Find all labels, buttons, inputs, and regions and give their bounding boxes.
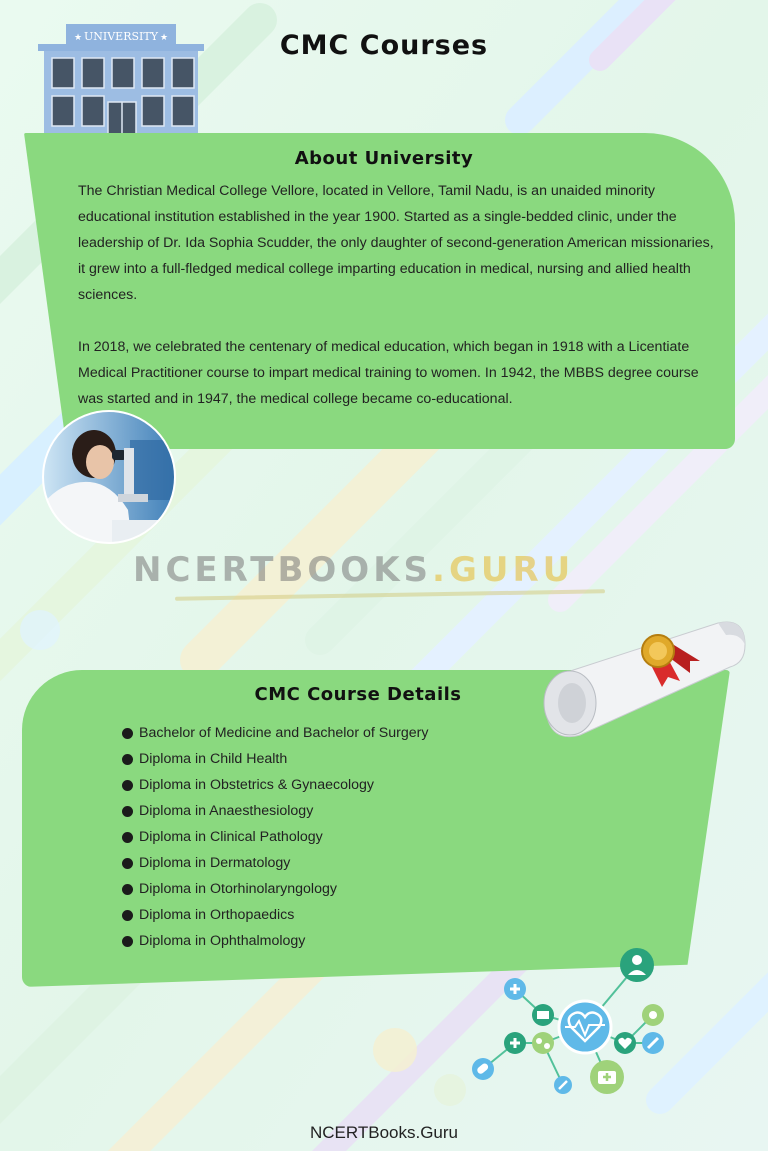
course-name: Diploma in Ophthalmology bbox=[139, 933, 306, 949]
course-name: Diploma in Orthopaedics bbox=[139, 907, 295, 923]
course-name: Diploma in Obstetrics & Gynaecology bbox=[139, 777, 374, 793]
list-item bbox=[122, 772, 542, 798]
about-heading: About University bbox=[294, 148, 474, 169]
bullet-icon bbox=[122, 884, 133, 895]
medical-network-icon bbox=[465, 945, 685, 1105]
bullet-icon bbox=[122, 806, 133, 817]
watermark-main: NCERTBOOKS bbox=[133, 550, 433, 590]
course-heading: CMC Course Details bbox=[254, 684, 462, 705]
bullet-icon bbox=[122, 936, 133, 947]
list-item bbox=[122, 798, 542, 824]
course-name: Diploma in Anaesthesiology bbox=[139, 803, 314, 819]
diploma-scroll-icon bbox=[540, 615, 750, 745]
bullet-icon bbox=[122, 858, 133, 869]
list-item bbox=[122, 876, 542, 902]
about-text bbox=[78, 178, 714, 412]
bullet-icon bbox=[122, 780, 133, 791]
course-name: Diploma in Child Health bbox=[139, 751, 288, 767]
page-title: CMC Courses bbox=[279, 30, 489, 61]
list-item bbox=[122, 720, 542, 746]
bullet-icon bbox=[122, 728, 133, 739]
svg-text:★: ★ bbox=[159, 32, 169, 42]
footer-site-name: NCERTBooks.Guru bbox=[309, 1123, 458, 1142]
about-paragraph-2: In 2018, we celebrated the centenary of medical education, which began in 1918 with a Licentiate Medical Practitioner course to impart medical training to women. In 1942, the MBBS degree course was started and in 1947, the medical college became co-educational. bbox=[78, 339, 699, 407]
list-item bbox=[122, 824, 542, 850]
list-item bbox=[122, 850, 542, 876]
scientist-microscope-photo bbox=[42, 410, 176, 544]
bullet-icon bbox=[122, 910, 133, 921]
course-name: Diploma in Dermatology bbox=[139, 855, 291, 871]
watermark-accent: .GURU bbox=[432, 550, 575, 590]
list-item bbox=[122, 746, 542, 772]
bullet-icon bbox=[122, 754, 133, 765]
building-sign: UNIVERSITY bbox=[84, 30, 158, 43]
svg-text:★: ★ bbox=[73, 32, 83, 42]
about-paragraph-1: The Christian Medical College Vellore, located in Vellore, Tamil Nadu, is an unaided minority educational institution established in the year 1900. Started as a single-bedded clinic, under the leadership of Dr. Ida Sophia Scudder, the only daughter of second-generation American missionaries, it grew into a full-fledged medical college imparting education in medical, nursing and allied health sciences. bbox=[78, 183, 714, 303]
bullet-icon bbox=[122, 832, 133, 843]
course-name: Bachelor of Medicine and Bachelor of Surgery bbox=[139, 725, 429, 741]
list-item bbox=[122, 902, 542, 928]
course-name: Diploma in Clinical Pathology bbox=[139, 829, 323, 845]
course-name: Diploma in Otorhinolaryngology bbox=[139, 881, 337, 897]
course-list bbox=[122, 720, 542, 954]
watermark bbox=[133, 550, 633, 590]
